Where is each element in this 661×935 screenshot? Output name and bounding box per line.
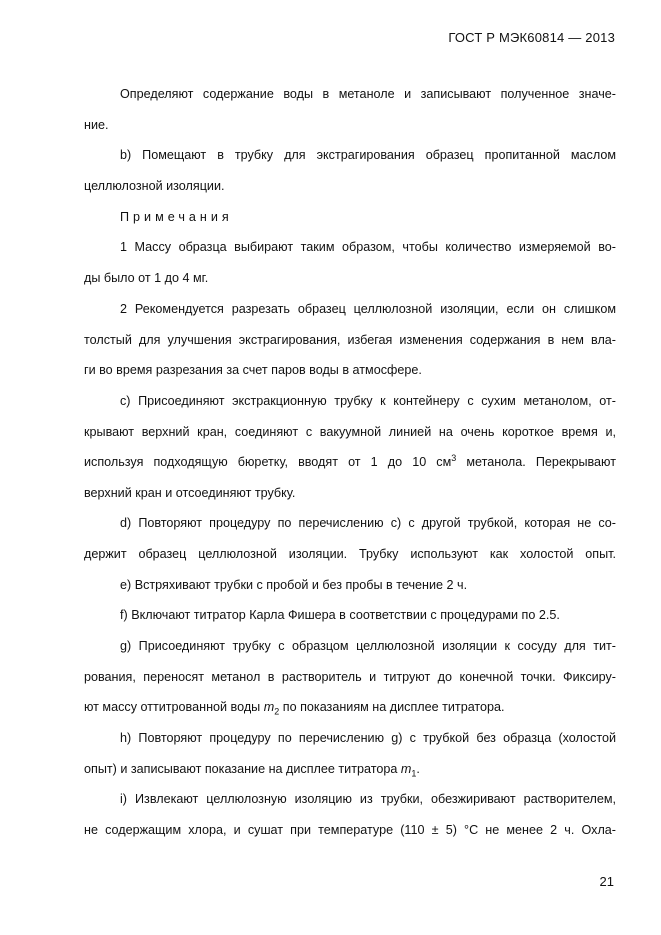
text-line: крывают верхний кран, соединяют с вакуумной линией на очень короткое время и, <box>84 425 616 439</box>
text-line <box>84 761 616 777</box>
notes-heading: Примечания <box>120 210 233 224</box>
text-line: b) Помещают в трубку для экстрагирования образец пропитанной маслом <box>120 148 616 162</box>
text-line: Определяют содержание воды в метаноле и записывают полученное значе- <box>120 87 616 101</box>
superscript: 3 <box>451 452 457 463</box>
document-header: ГОСТ Р МЭК60814 — 2013 <box>448 30 615 45</box>
text-line: 2 Рекомендуется разрезать образец целлюлозной изоляции, если он слишком <box>120 302 616 316</box>
text-line: ги во время разрезания за счет паров воды в атмосфере. <box>84 363 422 377</box>
text-line: рования, переносят метанол в растворитель и титруют до конечной точки. Фиксиру- <box>84 670 616 684</box>
text-line: ние. <box>84 118 109 132</box>
text-line: не содержащим хлора, и сушат при температуре (110 ± 5) °С не менее 2 ч. Охла- <box>84 823 616 837</box>
text-line: целлюлозной изоляции. <box>84 179 225 193</box>
text-line: 1 Массу образца выбирают таким образом, чтобы количество измеряемой во- <box>120 240 616 254</box>
subscript: 1 <box>411 768 417 779</box>
text-line: держит образец целлюлозной изоляции. Трубку используют как холостой опыт. <box>84 547 616 561</box>
text-segment: опыт) и записывают показание на дисплее титратора <box>84 762 401 776</box>
text-line: g) Присоединяют трубку с образцом целлюлозной изоляции к сосуду для тит- <box>120 639 616 653</box>
text-segment: используя подходящую бюретку, вводят от 1 до 10 см <box>84 455 452 469</box>
text-segment: по показаниям на дисплее титратора. <box>279 700 505 714</box>
text-line: c) Присоединяют экстракционную трубку к контейнеру с сухим метанолом, от- <box>120 394 616 408</box>
text-segment: метанола. Перекрывают <box>456 455 616 469</box>
text-segment: . <box>416 762 420 776</box>
text-line: толстый для улучшения экстрагирования, избегая изменения содержания в нем вла- <box>84 333 616 347</box>
text-line: ды было от 1 до 4 мг. <box>84 271 209 285</box>
page-number: 21 <box>599 874 614 889</box>
text-line: h) Повторяют процедуру по перечислению g) с трубкой без образца (холостой <box>120 731 616 745</box>
text-segment: ют массу оттитрованной воды <box>84 700 264 714</box>
text-line: i) Извлекают целлюлозную изоляцию из трубки, обезжиривают растворителем, <box>120 792 616 806</box>
text-line <box>84 454 616 470</box>
text-line: верхний кран и отсоединяют трубку. <box>84 486 296 500</box>
text-line: d) Повторяют процедуру по перечислению c) с другой трубкой, которая не со- <box>120 516 616 530</box>
text-line: f) Включают титратор Карла Фишера в соответствии с процедурами по 2.5. <box>120 608 560 622</box>
text-line <box>84 699 616 715</box>
text-line: e) Встряхивают трубки с пробой и без пробы в течение 2 ч. <box>120 578 468 592</box>
subscript: 2 <box>274 706 280 717</box>
variable: m <box>400 762 412 776</box>
variable: m <box>263 700 275 714</box>
